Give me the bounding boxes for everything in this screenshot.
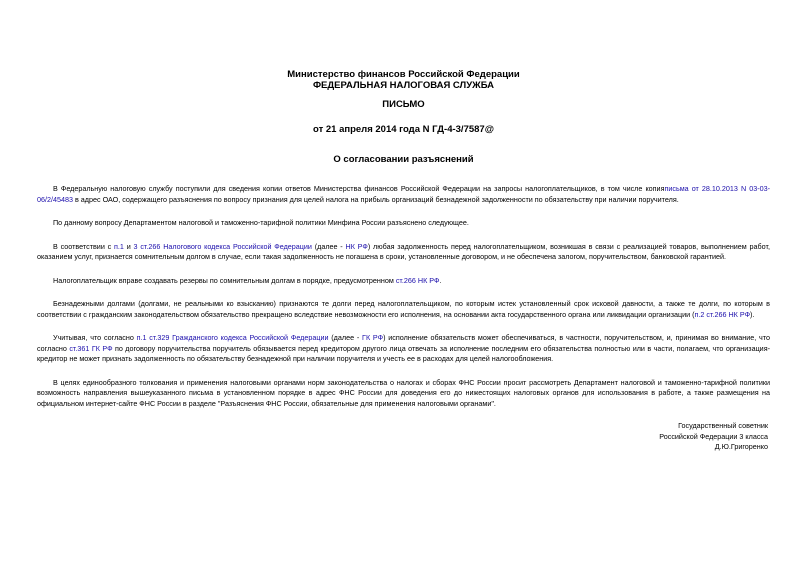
link-art329-civil-code[interactable]: п.1 ст.329 Гражданского кодекса Российской Федерации — [136, 333, 329, 342]
document-date-number: от 21 апреля 2014 года N ГД-4-3/7587@ — [313, 124, 494, 135]
paragraph-text: В Федеральную налоговую службу поступили для сведения копии ответов Министерства финансов Российской Федерации на запросы налогоплательщиков, в том числе копия — [53, 184, 665, 193]
paragraph-4 — [37, 276, 770, 287]
signatory-title: Государственный советник — [678, 421, 768, 430]
link-p2-art266[interactable]: п.2 ст.266 НК РФ — [694, 309, 751, 319]
paragraph-text: (далее - — [328, 333, 363, 342]
paragraph-3 — [37, 242, 770, 263]
paragraph-text: ) любая задолженность перед налогоплательщиком, возникшая в связи с реализацией товаров, выполнением работ, оказанием услуг, признается сомнительным долгом в случае, если такая задолженность не погашена в сроки, установленные договором, и не обеспечена залогом, поручительством, банковской гарантией. — [37, 241, 770, 261]
document-subject: О согласовании разъяснений — [333, 154, 474, 165]
paragraph-text: (далее - — [311, 241, 346, 251]
paragraph-7 — [37, 378, 770, 410]
paragraph-1 — [37, 184, 770, 205]
link-art266-tax-code[interactable]: 3 ст.266 Налогового кодекса Российской Федерации — [133, 241, 312, 251]
ministry-name: Министерство финансов Российской Федерации — [287, 69, 520, 80]
document-body — [37, 184, 770, 422]
paragraph-text: В соответствии с — [53, 241, 115, 251]
signatory-rank: Российской Федерации 3 класса — [659, 431, 768, 441]
paragraph-text: По данному вопросу Департаментом налоговой и таможенно-тарифной политики Минфина России разъяснено следующее. — [53, 218, 469, 227]
link-letter-28-10-2013[interactable]: письма от 28.10.2013 N 03-03-06/2/45483 — [37, 184, 770, 204]
paragraph-6 — [37, 333, 770, 365]
link-p1[interactable]: п.1 — [114, 241, 124, 251]
link-nk-rf[interactable]: НК РФ — [345, 241, 368, 251]
document-header — [0, 69, 807, 91]
paragraph-5 — [37, 299, 770, 320]
document-type: ПИСЬМО — [382, 99, 425, 110]
paragraph-text: ) исполнение обязательств может обеспечиваться, в частности, поручительством, и, принимая во внимание, что согласно — [37, 333, 770, 353]
paragraph-text: ). — [750, 309, 755, 319]
link-gk-rf[interactable]: ГК РФ — [362, 333, 384, 342]
paragraph-text: и — [123, 241, 134, 251]
paragraph-text: в адрес ОАО, содержащего разъяснения по вопросу признания для целей налога на прибыль организаций безнадежной задолженности по обязательству при наличии поручителя. — [72, 194, 679, 204]
paragraph-text: Учитывая, что согласно — [53, 333, 137, 342]
link-art266-nk-rf[interactable]: ст.266 НК РФ — [395, 275, 440, 285]
paragraph-text: В целях единообразного толкования и применения налоговыми органами норм законодательства о налогах и сборах ФНС России просит рассмотреть Департамент налоговой и таможенно-тарифной политики возможность направления вышеуказанного письма в установленном порядке в адрес ФНС России для доведения его до нижестоящих налоговых органов для использования в работе, а также размещения на официальном интернет-сайте ФНС России в разделе "Разъяснения ФНС России, обязательные для применения налоговыми органами". — [37, 377, 770, 408]
signatory-name: Д.Ю.Григоренко — [714, 442, 768, 451]
paragraph-2 — [37, 218, 770, 229]
service-name: ФЕДЕРАЛЬНАЯ НАЛОГОВАЯ СЛУЖБА — [312, 80, 495, 91]
signature-block — [659, 421, 768, 453]
paragraph-text: Налогоплательщик вправе создавать резервы по сомнительным долгам в порядке, предусмотренном — [53, 275, 396, 285]
paragraph-text: Безнадежными долгами (долгами, не реальными ко взысканию) признаются те долги перед налогоплательщиком, по которым истек установленный срок исковой давности, а также те долги, по которым в соответствии с гражданским законодательством обязательство прекращено вследствие невозможности его исполнения, на основании акта государственного органа или ликвидации организации ( — [37, 299, 770, 319]
paragraph-text: . — [439, 275, 442, 285]
paragraph-text: по договору поручительства поручитель обязывается перед кредитором другого лица отвечать за исполнение последним его обязательства полностью или в части, полагаем, что организация-кредитор не может признать задолженность по обязательству безнадежной при наличии поручителя и учесть ее в расходах для целей налогообложения. — [37, 343, 770, 363]
link-art361-gk-rf[interactable]: ст.361 ГК РФ — [69, 343, 113, 353]
